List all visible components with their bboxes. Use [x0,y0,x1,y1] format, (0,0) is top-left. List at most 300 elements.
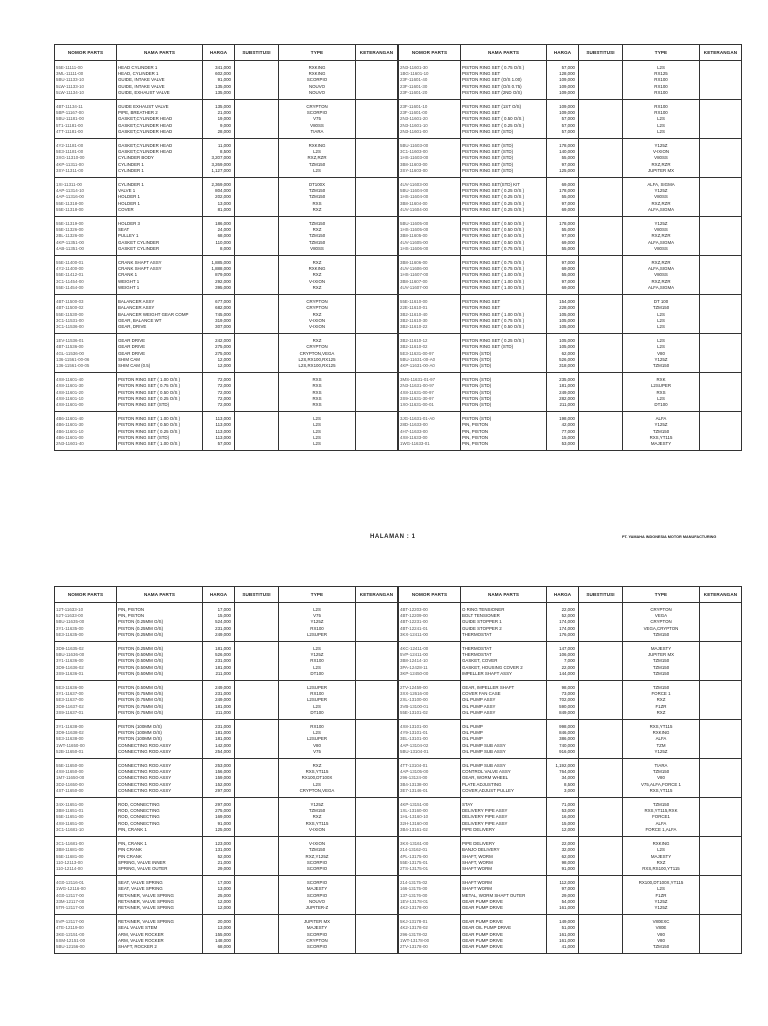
part-name: SHAFT WORM [461,886,547,892]
price: 16,000 [547,814,579,820]
part-name: HOLDER 1 [117,201,203,207]
part-number: 4X8-11601-20 [55,390,117,396]
substitusi [235,681,279,692]
substitusi [579,61,623,72]
part-name: HEAD CYLINDER 1 [117,61,203,72]
motor-type: V80SS [623,194,700,200]
part-number: 2N3-11601-30 [399,61,461,72]
table-row [55,295,398,306]
part-name: PISTON RING SET ( 1.00 O/S ) [117,412,203,423]
part-number: 1EV-13178-01 [399,899,461,905]
part-number: 214-13175-02 [399,876,461,887]
motor-type: RX100 [623,100,700,111]
part-number: 1WT-13178-00 [399,938,461,944]
part-number: 3VB-13100-01 [399,704,461,710]
substitusi [235,603,279,614]
price: 8,000 [203,246,235,256]
price: 19,000 [203,116,235,122]
part-number: 3Y1-11635-00 [55,626,117,632]
price: 123,000 [203,837,235,848]
part-name: PISTON (100MM O/S) [117,730,203,736]
price: 97,000 [547,279,579,285]
part-name: PISTON (0.25MM O/S) [117,632,203,642]
part-number: 3S9-11636-01 [55,671,117,681]
part-number: 4B6-11601-40 [55,412,117,423]
price: 42,000 [547,422,579,428]
part-name: OIL PUMP SUB ASSY [461,743,547,749]
motor-type: FORCE 1,ALFA [623,827,700,837]
price: 275,000 [203,351,235,357]
price: 7,000 [547,658,579,664]
part-number: 3C1-11536-00 [55,324,117,334]
motor-type: TZM150 [623,632,700,642]
keterangan [700,412,742,423]
part-name: PISTON (0.25MM O/S) [117,619,203,625]
price: 682,000 [203,305,235,311]
price: 879,000 [203,272,235,278]
part-name: PISTON (STD) [461,357,547,363]
table-row [399,915,742,926]
keterangan [356,334,398,345]
motor-type: JUPITER MX [279,915,356,926]
part-name: IMPELLER SHAFT ASSY [461,671,547,681]
motor-type: L2S [279,603,356,614]
table-row [399,178,742,189]
part-number: 4BT-12241-01 [399,626,461,632]
part-name: OIL PUMP [461,730,547,736]
part-number: 5VP-12117-00 [55,915,117,926]
price: 72,000 [203,373,235,384]
part-number: 3KE-12151-00 [55,932,117,938]
price: 57,000 [203,441,235,451]
part-name: PISTON (0.50MM O/S) [117,665,203,671]
price: 249,000 [547,390,579,396]
part-name: PISTON RING SET (O/S 1.00) [461,77,547,83]
substitusi [235,90,279,100]
price: 21,000 [203,860,235,866]
part-name: OIL PUMP SUB ASSY [461,749,547,759]
part-number: 110-12114-00 [55,866,117,876]
part-name: PISTON RING SET ( 0.50 O/S ) [461,217,547,228]
price: 8,500 [203,149,235,155]
motor-type: TZM150 [623,671,700,681]
motor-type: RXS,YT115,RXK [623,808,700,814]
table-row [55,402,398,412]
part-number: 3B8-11681-00 [55,847,117,853]
part-number: 4BT-11134-11 [55,100,117,111]
price: 916,000 [547,749,579,759]
keterangan [700,334,742,345]
part-number: 214-13162-01 [399,847,461,853]
price: 113,000 [203,422,235,428]
table-row [55,866,398,876]
part-name: PISTON RING SET (O/S 0.75) [461,84,547,90]
part-name: SEAT, VALVE SPRING [117,886,203,892]
part-name: OIL PUMP ASSY [461,704,547,710]
table-row [55,905,398,915]
price: 69,000 [547,178,579,189]
part-name: PISTON RING SET ( 0.25 O/S ) [461,188,547,194]
part-number: 5BU-11635-00 [55,619,117,625]
part-number: 3B2-11610-40 [399,312,461,318]
motor-type: TZM150 [623,305,700,311]
part-name: PIN, CRANK 1 [117,837,203,848]
part-name: COVER FAN CASE [461,691,547,697]
part-number: 3C1-11454-00 [55,279,117,285]
price: 1,127,000 [203,168,235,178]
part-name: PISTON RING SET ( 0.25 O/S ) [461,201,547,207]
part-number: 2N3-11601-10 [399,123,461,129]
price: 297,000 [203,788,235,798]
part-number: 3XX-12616-00 [399,691,461,697]
motor-type: V80SS [623,246,700,256]
part-name: HOLDER 3 [117,217,203,228]
part-number: 5BU-11631-00-A0 [399,357,461,363]
price: 55,000 [547,272,579,278]
keterangan [356,749,398,759]
table-row [399,681,742,692]
substitusi [579,412,623,423]
table-row [55,178,398,189]
substitusi [235,373,279,384]
price: 68,000 [203,233,235,239]
part-number: 1HL-13160-10 [399,814,461,820]
part-number: 4UV-11603-00 [399,178,461,189]
part-name: BOLT TENSIONER [461,613,547,619]
part-number: 3D9-11638-02 [55,730,117,736]
part-name: WEIGHT 1 [117,279,203,285]
price: 297,000 [203,798,235,809]
part-name: GASKET CYLINDER [117,246,203,256]
motor-type: RXZ [279,814,356,820]
part-name: CRANK 1 [117,272,203,278]
price: 41,000 [547,944,579,954]
keterangan [700,324,742,334]
keterangan [356,603,398,614]
table-row [55,61,398,72]
substitusi [235,207,279,217]
motor-type: RXZ [623,710,700,720]
substitusi [235,642,279,653]
motor-type: RXS,YT115 [279,769,356,775]
motor-type: V80SS [279,123,356,129]
motor-type: L2S [279,149,356,155]
price: 677,000 [203,295,235,306]
substitusi [579,207,623,217]
part-name: PISTON RING SET [461,71,547,77]
price: 178,000 [547,139,579,150]
part-number: 3B8-11607-00 [399,279,461,285]
motor-type: RXS [279,373,356,384]
motor-type: FORCE 1 [623,691,700,697]
part-number: 5BU-11636-00 [55,652,117,658]
part-name: PISTON (STD) [461,373,547,384]
substitusi [235,217,279,228]
price: 849,000 [547,710,579,720]
keterangan [700,915,742,926]
motor-type: Y125Z [623,357,700,363]
motor-type: Y125Z [623,139,700,150]
part-number: 4KP-11631-00-A0 [399,363,461,373]
catalog-page-2 [54,586,741,1026]
price: 161,000 [547,932,579,938]
table-row [55,324,398,334]
part-number: 3E7-13146-01 [399,788,461,798]
part-number: 4BT-11536-00 [55,344,117,350]
price: 181,000 [203,704,235,710]
part-name: GEAR PUMP DRIVE [461,905,547,915]
motor-type: V-IXION [279,324,356,334]
motor-type: RXZ [279,285,356,295]
part-number: 23F-11601-10 [399,100,461,111]
motor-type: L2S [623,344,700,350]
parts-table [398,586,742,954]
price: 178,000 [547,217,579,228]
motor-type: V-IXION [279,837,356,848]
price: 152,000 [203,782,235,788]
price: 57,000 [547,129,579,139]
part-name: CONNECTING ROD ASSY [117,775,203,781]
part-number: 3D2-11650-00 [55,782,117,788]
part-number: 1M7-11650-00 [55,775,117,781]
substitusi [579,749,623,759]
parts-table [54,44,398,451]
part-number: 2N3-11601-20 [399,116,461,122]
table-row [55,129,398,139]
motor-type: SCORPIO [279,932,356,938]
table-row [55,759,398,770]
table-row [55,256,398,267]
part-name: PISTON RING SET (STD) [461,168,547,178]
part-name: DELIVERY PIPE ASSY [461,821,547,827]
part-name: OIL PUMP [461,720,547,731]
price: 113,000 [203,412,235,423]
price: 109,000 [547,110,579,116]
part-number: 2N3-11631-00-97 [399,383,461,389]
header-harga: HARGA [547,587,579,603]
part-name: PIN, PISTON [117,613,203,619]
motor-type: RXZ [279,334,356,345]
substitusi [579,876,623,887]
price: 242,000 [203,334,235,345]
keterangan [356,90,398,100]
substitusi [579,402,623,412]
part-number: 4X8-11601-10 [55,396,117,402]
motor-type: L2S,RX100,RX125 [279,363,356,373]
part-name: ROD, CONNECTING [117,798,203,809]
part-name: PISTON RING SET (STD) [461,344,547,350]
part-number: 28D-11633-00 [399,422,461,428]
part-number: 3C1-11531-00 [55,318,117,324]
part-number: 3MS-11631-01-97 [399,373,461,384]
substitusi [579,178,623,189]
motor-type: SCORPIO [279,944,356,954]
motor-type: RXS [279,396,356,402]
price: 169,000 [203,814,235,820]
motor-type: CRYPTON [279,938,356,944]
price: 15,000 [547,435,579,441]
part-name: GASKET,CYLINDER HEAD [117,129,203,139]
table-row [399,412,742,423]
price: 17,000 [203,876,235,887]
table-row [55,798,398,809]
motor-type: L2S [279,168,356,178]
motor-type: L2S [279,730,356,736]
price: 110,000 [203,240,235,246]
motor-type: V75 [279,749,356,759]
table-row [399,905,742,915]
price: 55,000 [547,155,579,161]
table-row [55,827,398,837]
part-number: 23F-11601-20 [399,90,461,100]
price: 142,000 [203,743,235,749]
price: 1,888,000 [203,266,235,272]
price: 55,000 [547,246,579,256]
motor-type: RX100 [279,720,356,731]
substitusi [579,944,623,954]
table-header-row [55,587,398,603]
part-number: 4H7-11633-00 [399,429,461,435]
part-number: 5E3-11638-00 [55,736,117,742]
substitusi [579,827,623,837]
price: 91,000 [547,866,579,876]
price: 25,000 [203,893,235,899]
price: 211,000 [203,710,235,720]
price: 81,000 [203,207,235,217]
motor-type: L2SUPER [279,697,356,703]
part-number: 110-12113-00 [55,860,117,866]
motor-type: L2S [623,324,700,334]
price: 113,000 [203,435,235,441]
table-row [55,876,398,887]
substitusi [579,295,623,306]
table-row [55,632,398,642]
part-number: 33M-12117-00 [55,899,117,905]
part-number: 5VP-12411-00 [399,652,461,658]
price: 97,000 [547,886,579,892]
motor-type: RXKING [279,61,356,72]
part-number: 1WT-11650-00 [55,743,117,749]
substitusi [235,798,279,809]
price: 524,000 [203,619,235,625]
header-substitusi: SUBSTITUSI [579,45,623,61]
motor-type: CRYPTON [623,603,700,614]
motor-type: TZM150 [623,798,700,809]
price: 998,000 [547,720,579,731]
price: 9,000 [203,123,235,129]
table-row [399,129,742,139]
part-number: 2BL-11326-00 [55,233,117,239]
table-row [55,710,398,720]
price: 526,000 [203,652,235,658]
keterangan [356,256,398,267]
part-name: GUIDE EXHAUST VALVE [117,100,203,111]
part-name: PISTON (STD) [461,383,547,389]
table-row [399,720,742,731]
table-row [55,915,398,926]
part-number: 4UV-11604-00 [399,207,461,217]
part-name: SHAFT, WORM [461,854,547,860]
part-name: CONNECTING ROD ASSY [117,782,203,788]
part-number: 4X8-13101-00 [399,720,461,731]
substitusi [579,246,623,256]
part-number: 3B8-11603-00 [399,162,461,168]
motor-type: Y125Z [623,422,700,428]
table-row [55,837,398,848]
keterangan [356,632,398,642]
price: 17,000 [203,603,235,614]
part-number: 3D9-11636-02 [55,665,117,671]
part-number: 22E-11610-01 [399,305,461,311]
motor-type: NOUVO [279,90,356,100]
substitusi [235,905,279,915]
motor-type: DT100 [623,402,700,412]
price: 15,000 [547,821,579,827]
part-number: 3B2-11610-12 [399,334,461,345]
part-name: VALVE 1 [117,188,203,194]
price: 3,269,000 [203,162,235,168]
motor-type: Y125Z [279,619,356,625]
part-name: DELIVERY PIPE ASSY [461,814,547,820]
motor-type: RXKING [279,71,356,77]
price: 13,000 [203,201,235,207]
keterangan [356,168,398,178]
part-name: SEAL VALVE STEM [117,925,203,931]
price: 11,000 [203,139,235,150]
price: 97,000 [547,233,579,239]
price: 97,000 [547,162,579,168]
part-number: 3ML-11111-00 [55,71,117,77]
price: 590,000 [547,704,579,710]
part-name: PISTON RING SET ( 0.25 O/S ) [461,207,547,217]
table-row [399,944,742,954]
part-name: GASKET,CYLINDER HEAD [117,149,203,155]
price: 602,000 [203,71,235,77]
substitusi [235,632,279,642]
motor-type: L2S [279,412,356,423]
price: 73,000 [547,691,579,697]
header-nama-parts: NAMA PARTS [117,587,203,603]
part-name: PISTON RING SET ( 1.00 O/S ) [461,312,547,318]
motor-type: SCORPIO [279,866,356,876]
motor-type: V75 [279,116,356,122]
table-row [399,100,742,111]
price: 72,000 [203,402,235,412]
part-name: PISTON RING SET ( 0.25 O/S ) [117,429,203,435]
part-name: PISTON RING SET (STD) [117,402,203,412]
motor-type: MAJESTY [623,642,700,653]
price: 105,000 [547,344,579,350]
part-name: PISTON RING SET ( 1.00 O/S ) [461,279,547,285]
part-name: RETAINER, VALVE SPRING [117,899,203,905]
motor-type: SCORPIO [279,110,356,116]
price: 318,000 [547,363,579,373]
motor-type: Y125Z [623,905,700,915]
part-name: OIL PUMP [461,736,547,742]
table-row [55,207,398,217]
part-number: 23F-11601-40 [399,77,461,83]
part-name: PISTON RING SET ( 0.50 O/S ) [461,324,547,334]
keterangan [356,61,398,72]
motor-type: L2S [279,642,356,653]
table-row [399,441,742,451]
part-name: GASKET, HOUSING COVER 2 [461,665,547,671]
header-substitusi: SUBSTITUSI [235,587,279,603]
substitusi [579,373,623,384]
part-name: COVER,ADJUST PULLEY [461,788,547,798]
part-number: 4BT-11500-03 [55,295,117,306]
part-name: PISTON RING SET [461,110,547,116]
